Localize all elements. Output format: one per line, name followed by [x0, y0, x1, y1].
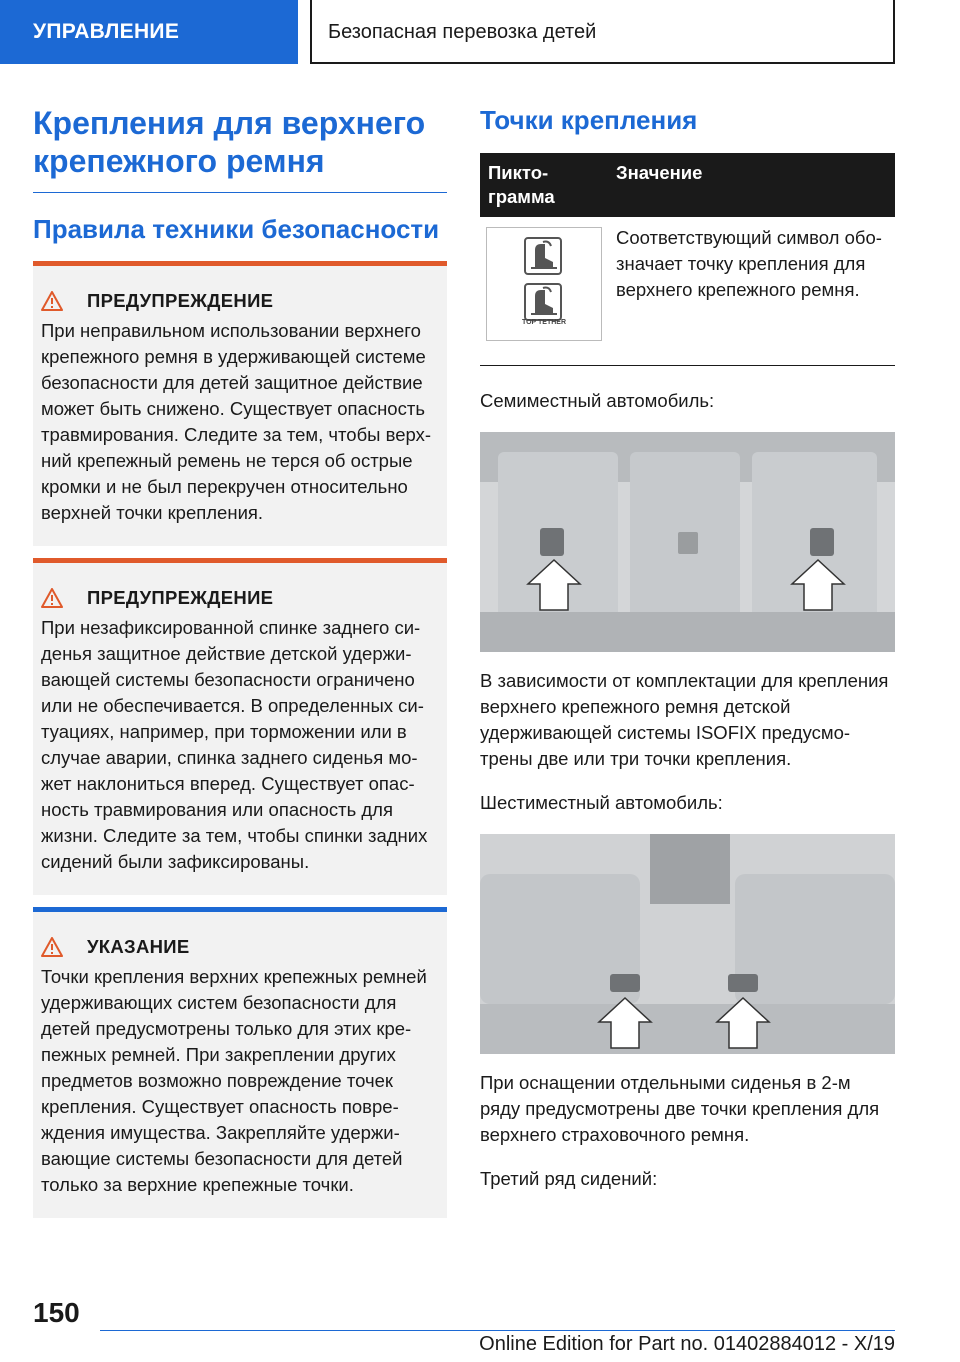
warning-box-2	[33, 558, 447, 895]
warning-title: ПРЕДУПРЕЖДЕНИЕ	[87, 587, 274, 608]
six-seat-label: Шестиместный автомобиль:	[480, 792, 723, 813]
col-header-pictogram: Пиктограмма	[480, 153, 608, 217]
title-divider	[33, 192, 447, 193]
pictogram-meaning: Соответствующий символ обозначает точку крепления для верхнего крепежного ремня.	[616, 227, 882, 300]
warning-triangle-icon	[41, 588, 63, 608]
six-seat-photo	[480, 834, 895, 1054]
seven-seat-illustration	[480, 432, 895, 652]
col-header-meaning: Значение	[608, 153, 895, 217]
second-row-paragraph: При оснащении отдельными сиденья в 2-м ряду предусмотрены две точки крепления для верхнего страховочного ремня.	[480, 1072, 880, 1145]
section-subtitle: Правила техники безопасности	[33, 214, 440, 244]
notice-box	[33, 907, 447, 1218]
pictogram-table	[480, 153, 895, 366]
warning-box-1	[33, 261, 447, 546]
six-seat-illustration	[480, 834, 895, 1054]
notice-text: Точки крепления верхних крепежных ремней удерживающих систем безопасности для детей предусмотрены только для этих крепежных ремней. При закреплении других предметов возможно повреждение точек крепления. Существует опасность повреждения имущества. Закрепляйте удерживающие системы безопасности для детей только за верхние крепежные точки.	[41, 966, 427, 1195]
top-tether-pictogram	[486, 227, 602, 341]
notice-triangle-icon	[41, 937, 63, 957]
page-number: 150	[33, 1297, 80, 1328]
isofix-paragraph: В зависимости от комплектации для крепления верхнего крепежного ремня детской удерживающей системы ISOFIX предусмотрены две или три точки крепления.	[480, 670, 889, 769]
warning-triangle-icon	[41, 291, 63, 311]
table-row	[480, 217, 895, 366]
footer-divider	[100, 1330, 895, 1331]
page-title: Крепления для верхнего крепежного ремня	[33, 105, 426, 179]
notice-title: УКАЗАНИЕ	[87, 936, 190, 957]
warning-text: При незафиксированной спинке заднего сиденья защитное действие детской удерживающей системы безопасности ограничено или не обеспечивается. В определенных ситуациях, например, при торможении или в случае аварии, спинка заднего сиденья может наклониться вперед. Существует опасность травмирования или опасность для жизни. Следите за тем, чтобы спинки задних сидений были зафиксированы.	[41, 617, 428, 872]
chapter-title: Безопасная перевозка детей	[310, 0, 895, 64]
pictogram-label: TOP TETHER	[521, 319, 567, 326]
third-row-label: Третий ряд сидений:	[480, 1168, 658, 1189]
warning-text: При неправильном использовании верхнего крепежного ремня в удерживающей системе безопасности для детей защитное действие может быть снижено. Существует опасность травмирования. Следите за тем, чтобы верхний крепежный ремень не терся об острые кромки и не был перекручен относительно верхней точки крепления.	[41, 320, 432, 523]
warning-title: ПРЕДУПРЕЖДЕНИЕ	[87, 290, 274, 311]
seven-seat-photo	[480, 432, 895, 652]
section-tab[interactable]: УПРАВЛЕНИЕ	[0, 0, 298, 64]
left-column	[33, 104, 447, 1218]
anchor-points-title: Точки крепления	[480, 105, 698, 135]
right-column	[480, 104, 895, 1192]
edition-info: Online Edition for Part no. 01402884012 - X/19	[479, 1333, 895, 1355]
seven-seat-label: Семиместный автомобиль:	[480, 390, 715, 411]
